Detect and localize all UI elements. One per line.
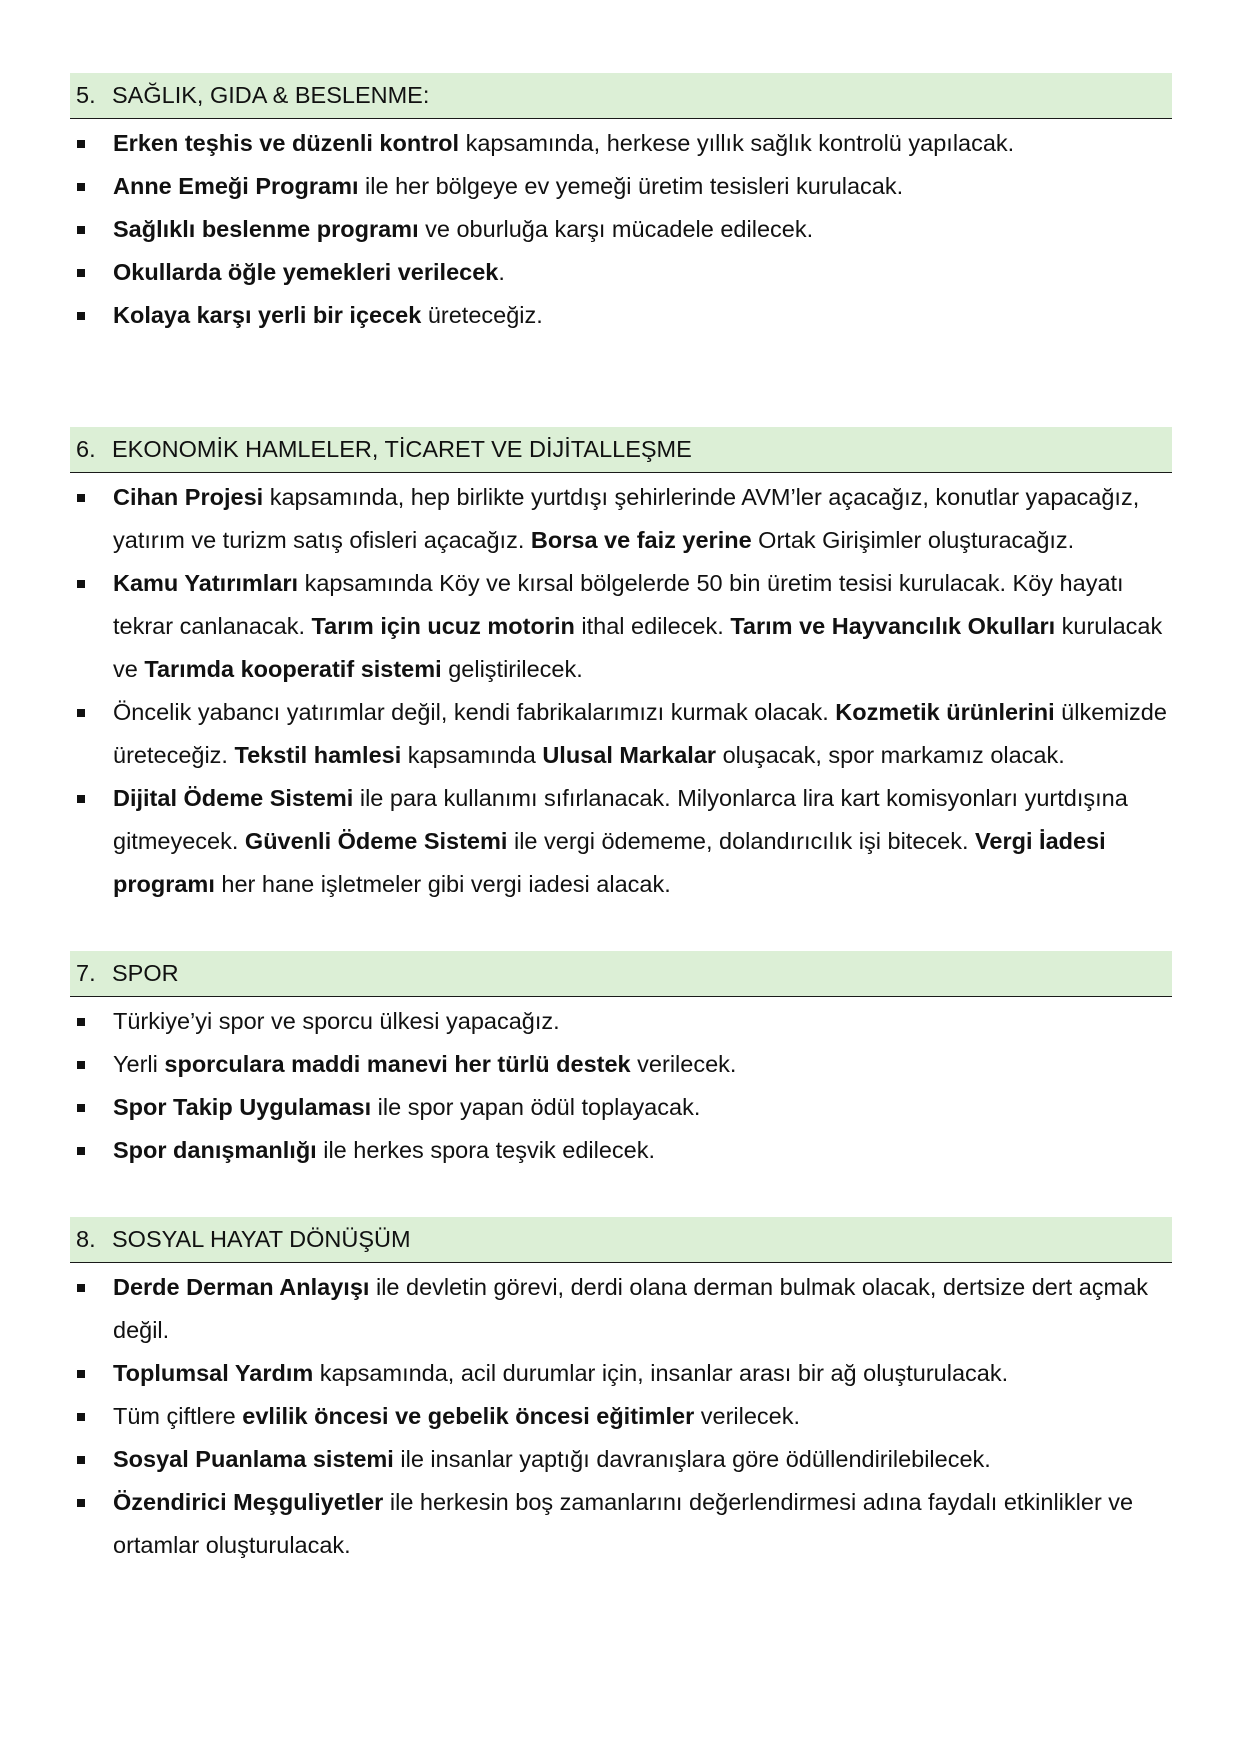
list-item-text: Tüm çiftlere evlilik öncesi ve gebelik öncesi eğitimler verilecek. — [113, 1403, 801, 1429]
square-bullet-icon — [70, 1000, 113, 1043]
list-item — [70, 777, 1172, 906]
bold-phrase: Tarım ve Hayvancılık Okulları — [730, 613, 1056, 639]
section-number: 8. — [76, 1226, 96, 1252]
bold-phrase: Güvenli Ödeme Sistemi — [244, 828, 508, 854]
list-item — [70, 1481, 1172, 1567]
section-header — [70, 427, 1172, 473]
list-item — [70, 1086, 1172, 1129]
square-bullet-icon — [70, 1481, 113, 1567]
list-item-text: Erken teşhis ve düzenli kontrol kapsamında, herkese yıllık sağlık kontrolü yapılacak. — [113, 130, 1015, 156]
list-item-text: Toplumsal Yardım kapsamında, acil durumlar için, insanlar arası bir ağ oluşturulacak. — [113, 1360, 1009, 1386]
bold-phrase: Ulusal Markalar — [542, 742, 717, 768]
list-item-text: Okullarda öğle yemekleri verilecek. — [113, 259, 505, 285]
bold-phrase: Okullarda öğle yemekleri verilecek — [113, 259, 499, 285]
bold-phrase: Anne Emeği Programı — [113, 173, 359, 199]
list-item-text: Dijital Ödeme Sistemi ile para kullanımı sıfırlanacak. Milyonlarca lira kart komisyonları yurtdışına gitmeyecek. Güvenli Ödeme Sistemi ile vergi ödememe, dolandırıcılık işi bitecek. Vergi İadesi programı her hane işletmeler gibi vergi iadesi alacak. — [113, 785, 1128, 897]
bold-phrase: Dijital Ödeme Sistemi — [113, 785, 354, 811]
bold-phrase: sporculara maddi manevi her türlü destek — [164, 1051, 631, 1077]
square-bullet-icon — [70, 251, 113, 294]
list-item-text: Cihan Projesi kapsamında, hep birlikte yurtdışı şehirlerinde AVM’ler açacağız, konutlar yapacağız, yatırım ve turizm satış ofisleri açacağız. Borsa ve faiz yerine Ortak Girişimler oluşturacağız. — [113, 484, 1140, 553]
list-item-text: Spor Takip Uygulaması ile spor yapan ödül toplayacak. — [113, 1094, 701, 1120]
section-number: 6. — [76, 436, 96, 462]
bold-phrase: Erken teşhis ve düzenli kontrol — [113, 130, 460, 156]
bold-phrase: Tarımda kooperatif sistemi — [144, 656, 442, 682]
list-item — [70, 562, 1172, 691]
section-number: 5. — [76, 82, 96, 108]
section-header — [70, 1217, 1172, 1263]
list-item — [70, 1438, 1172, 1481]
list-item — [70, 251, 1172, 294]
list-item — [70, 1000, 1172, 1043]
list-item — [70, 1395, 1172, 1438]
bold-phrase: Borsa ve faiz yerine — [530, 527, 752, 553]
square-bullet-icon — [70, 1352, 113, 1395]
square-bullet-icon — [70, 294, 113, 337]
list-item-text: Derde Derman Anlayışı ile devletin görevi, derdi olana derman bulmak olacak, dertsize dert açmak değil. — [113, 1274, 1148, 1343]
square-bullet-icon — [70, 562, 113, 691]
square-bullet-icon — [70, 476, 113, 562]
list-item — [70, 691, 1172, 777]
list-item — [70, 208, 1172, 251]
bold-phrase: Derde Derman Anlayışı — [113, 1274, 370, 1300]
list-item — [70, 1352, 1172, 1395]
section-title: SPOR — [112, 960, 179, 986]
bold-phrase: Kamu Yatırımları — [113, 570, 299, 596]
square-bullet-icon — [70, 1438, 113, 1481]
bold-phrase: Özendirici Meşguliyetler — [113, 1489, 384, 1515]
bold-phrase: Sosyal Puanlama sistemi — [113, 1446, 394, 1472]
square-bullet-icon — [70, 122, 113, 165]
bold-phrase: Sağlıklı beslenme programı — [113, 216, 419, 242]
bold-phrase: Kozmetik ürünlerini — [835, 699, 1055, 725]
bold-phrase: Spor danışmanlığı — [113, 1137, 317, 1163]
section-title: SOSYAL HAYAT DÖNÜŞÜM — [112, 1226, 411, 1252]
square-bullet-icon — [70, 1086, 113, 1129]
list-item-text: Türkiye’yi spor ve sporcu ülkesi yapacağız. — [113, 1008, 560, 1034]
list-item — [70, 165, 1172, 208]
section-header — [70, 951, 1172, 997]
bold-phrase: Tarım için ucuz motorin — [311, 613, 575, 639]
document-page — [70, 73, 1172, 1567]
bold-phrase: Kolaya karşı yerli bir içecek — [113, 302, 422, 328]
list-item-text: Anne Emeği Programı ile her bölgeye ev yemeği üretim tesisleri kurulacak. — [113, 173, 904, 199]
bold-phrase: Spor Takip Uygulaması — [113, 1094, 372, 1120]
bold-phrase: Toplumsal Yardım — [113, 1360, 314, 1386]
bullet-list — [70, 1000, 1172, 1172]
square-bullet-icon — [70, 691, 113, 777]
square-bullet-icon — [70, 1129, 113, 1172]
list-item-text: Öncelik yabancı yatırımlar değil, kendi fabrikalarımızı kurmak olacak. Kozmetik ürünlerini ülkemizde üreteceğiz. Tekstil hamlesi kapsamında Ulusal Markalar oluşacak, spor markamız olacak. — [113, 699, 1167, 768]
square-bullet-icon — [70, 1043, 113, 1086]
list-item — [70, 294, 1172, 337]
section-title: EKONOMİK HAMLELER, TİCARET VE DİJİTALLEŞME — [112, 436, 692, 462]
list-item-text: Kamu Yatırımları kapsamında Köy ve kırsal bölgelerde 50 bin üretim tesisi kurulacak. Köy hayatı tekrar canlanacak. Tarım için ucuz motorin ithal edilecek. Tarım ve Hayvancılık Okulları kurulacak ve Tarımda kooperatif sistemi geliştirilecek. — [113, 570, 1163, 682]
list-item-text: Yerli sporculara maddi manevi her türlü destek verilecek. — [113, 1051, 737, 1077]
list-item-text: Spor danışmanlığı ile herkes spora teşvik edilecek. — [113, 1137, 655, 1163]
bold-phrase: Vergi İadesi programı — [113, 828, 1106, 897]
bullet-list — [70, 476, 1172, 906]
list-item-text: Sağlıklı beslenme programı ve oburluğa karşı mücadele edilecek. — [113, 216, 814, 242]
list-item-text: Kolaya karşı yerli bir içecek üreteceğiz. — [113, 302, 543, 328]
bold-phrase: Cihan Projesi — [113, 484, 264, 510]
bold-phrase: Tekstil hamlesi — [234, 742, 402, 768]
section-spacer — [70, 1172, 1172, 1217]
section-header — [70, 73, 1172, 119]
section-number: 7. — [76, 960, 96, 986]
bullet-list — [70, 1266, 1172, 1567]
list-item-text: Sosyal Puanlama sistemi ile insanlar yaptığı davranışlara göre ödüllendirilebilecek. — [113, 1446, 991, 1472]
list-item — [70, 1043, 1172, 1086]
square-bullet-icon — [70, 1395, 113, 1438]
section-spacer — [70, 337, 1172, 427]
section-spacer — [70, 906, 1172, 951]
square-bullet-icon — [70, 1266, 113, 1352]
list-item — [70, 476, 1172, 562]
square-bullet-icon — [70, 208, 113, 251]
bold-phrase: evlilik öncesi ve gebelik öncesi eğitimler — [242, 1403, 695, 1429]
bullet-list — [70, 122, 1172, 337]
square-bullet-icon — [70, 777, 113, 906]
list-item — [70, 1266, 1172, 1352]
list-item — [70, 122, 1172, 165]
section-title: SAĞLIK, GIDA & BESLENME: — [112, 82, 430, 108]
square-bullet-icon — [70, 165, 113, 208]
list-item — [70, 1129, 1172, 1172]
list-item-text: Özendirici Meşguliyetler ile herkesin boş zamanlarını değerlendirmesi adına faydalı etkinlikler ve ortamlar oluşturulacak. — [113, 1489, 1134, 1558]
